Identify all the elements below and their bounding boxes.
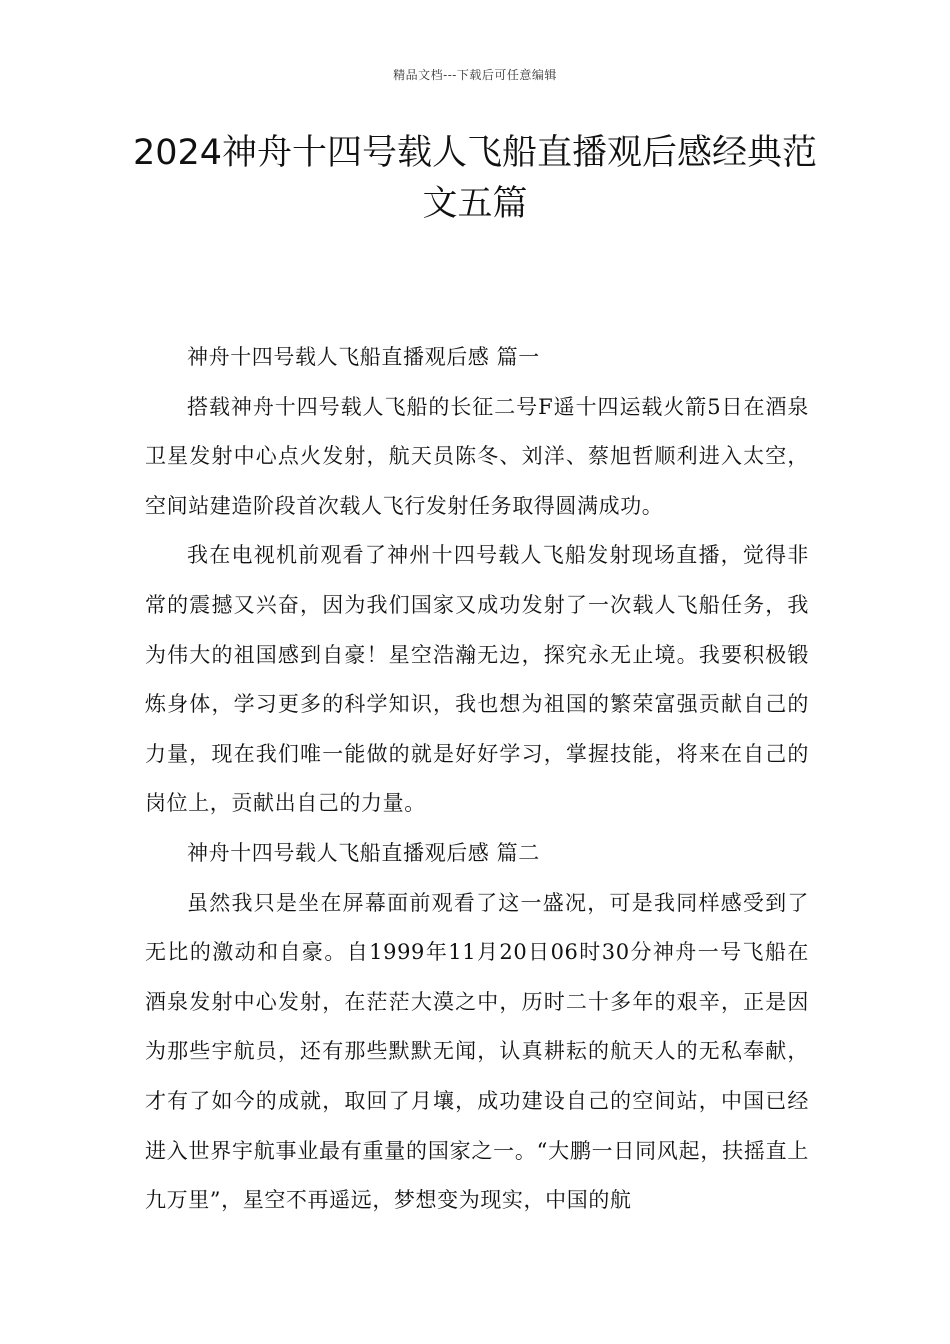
section-heading-2: 神舟十四号载人飞船直播观后感 篇二	[187, 840, 540, 865]
header-note: 精品文档---下载后可任意编辑	[393, 68, 557, 82]
section-heading-1: 神舟十四号载人飞船直播观后感 篇一	[187, 345, 540, 369]
paragraph: 虽然我只是坐在屏幕面前观看了这一盛况，可是我同样感受到了无比的激动和自豪。自1999年11月20日06时30分神舟一号飞船在酒泉发射中心发射，在茫茫大漠之中，历时二十多年的艰辛，正是因为那些宇航员，还有那些默默无闻，认真耕耘的航天人的无私奉献，才有了如今的成就，取回了月壤，成功建设自己的空间站，中国已经进入世界宇航事业最有重量的国家之一。“大鹏一日同风起，扶摇直上九万里”，星空不再遥远，梦想变为现实，中国的航	[145, 890, 809, 1213]
paragraph: 搭载神舟十四号载人飞船的长征二号F遥十四运载火箭5日在酒泉卫星发射中心点火发射，航天员陈冬、刘洋、蔡旭哲顺利进入太空，空间站建造阶段首次载人飞行发射任务取得圆满成功。	[145, 394, 809, 518]
document-body	[145, 333, 809, 1226]
paragraph: 我在电视机前观看了神州十四号载人飞船发射现场直播，觉得非常的震撼又兴奋，因为我们国家又成功发射了一次载人飞船任务，我为伟大的祖国感到自豪！星空浩瀚无边，探究永无止境。我要积极锻炼身体，学习更多的科学知识，我也想为祖国的繁荣富强贡献自己的力量，现在我们唯一能做的就是好好学习，掌握技能，将来在自己的岗位上，贡献出自己的力量。	[145, 543, 809, 816]
document-title: 2024神舟十四号载人飞船直播观后感经典范文五篇	[132, 133, 818, 224]
